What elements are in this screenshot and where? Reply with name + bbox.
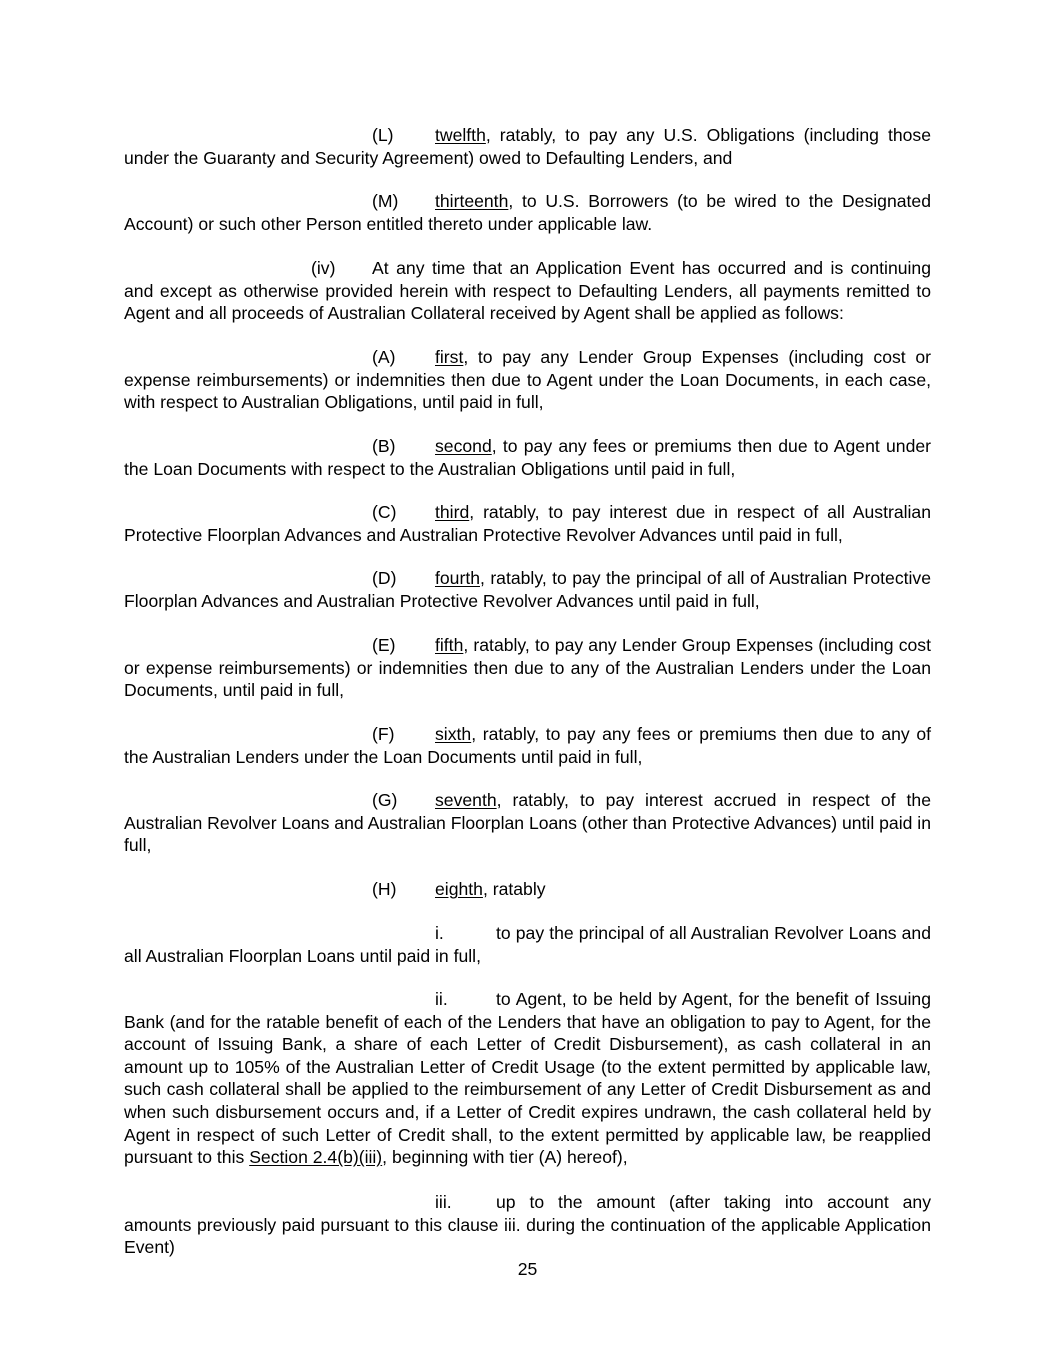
clause-E — [124, 634, 931, 702]
clause-label: (E) — [372, 635, 396, 655]
clause-keyword: thirteenth — [435, 191, 509, 211]
clause-B — [124, 435, 931, 480]
clause-text: , ratably, to pay any Lender Group Expenses (including cost or expense reimbursements) or indemnities then due to any of the Australian Lenders under the Loan Documents, until paid in full, — [124, 635, 931, 701]
clause-keyword: third — [435, 502, 470, 522]
clause-keyword: twelfth — [435, 125, 486, 145]
clause-D — [124, 567, 931, 612]
clause-G — [124, 789, 931, 857]
subclause-ii — [124, 988, 931, 1169]
clause-M — [124, 190, 931, 235]
clause-text: , ratably, to pay interest accrued in respect of the Australian Revolver Loans and Australian Floorplan Loans (other than Protective Advances) until paid in full, — [124, 790, 931, 856]
clause-text: , ratably, to pay any U.S. Obligations (including those under the Guaranty and Security Agreement) owed to Defaulting Lenders, and — [124, 125, 931, 168]
subclause-iii — [124, 1191, 931, 1259]
clause-H — [124, 878, 931, 901]
clause-text-end: , beginning with tier (A) hereof), — [382, 1147, 628, 1168]
clause-A — [124, 346, 931, 414]
page-number: 25 — [517, 1259, 538, 1279]
subclause-i — [124, 922, 931, 967]
clause-text: , ratably, to pay the principal of all of Australian Protective Floorplan Advances and Australian Protective Revolver Advances until paid in full, — [124, 568, 931, 611]
clause-keyword: fourth — [435, 568, 480, 588]
clause-label: (M) — [372, 191, 399, 211]
clause-C — [124, 501, 931, 546]
clause-L — [124, 124, 931, 169]
clause-label: ii. — [435, 989, 448, 1009]
clause-label: (H) — [372, 879, 397, 899]
clause-keyword: first — [435, 347, 464, 367]
clause-text: At any time that an Application Event has occurred and is continuing and except as otherwise provided herein with respect to Defaulting Lenders, all payments remitted to Agent and all proceeds of Australian Collateral received by Agent shall be applied as follows: — [124, 258, 931, 324]
clause-text: up to the amount (after taking into account any amounts previously paid pursuant to this clause iii. during the continuation of the applicable Application Event) — [124, 1192, 931, 1258]
clause-label: (F) — [372, 724, 395, 744]
clause-keyword: seventh — [435, 790, 497, 810]
clause-text: , to pay any Lender Group Expenses (including cost or expense reimbursements) or indemnities then due to Agent under the Loan Documents, in each case, with respect to Australian Obligations, until paid in full, — [124, 347, 931, 413]
clause-label: (B) — [372, 436, 396, 456]
clause-label: (iv) — [311, 258, 336, 278]
clause-label: iii. — [435, 1192, 452, 1212]
clause-text: , ratably — [482, 879, 546, 899]
clause-iv — [124, 257, 931, 325]
clause-label: (L) — [372, 125, 394, 145]
clause-text: , to pay any fees or premiums then due to Agent under the Loan Documents with respect to the Australian Obligations until paid in full, — [124, 436, 931, 479]
clause-text: to Agent, to be held by Agent, for the benefit of Issuing Bank (and for the ratable benefit of each of the Lenders that have an obligation to pay to Agent, for the account of Issuing Bank, a share of each Letter of Credit Disbursement), as cash collateral in an amount up to 105% of the Australian Letter of Credit Usage (to the extent permitted by applicable law, such cash collateral shall be applied to the reimbursement of any Letter of Credit Disbursement as and when such disbursement occurs and, if a Letter of Credit expires undrawn, the cash collateral held by Agent in respect of such Letter of Credit shall, to the extent permitted by applicable law, be reapplied pursuant to this — [124, 989, 931, 1168]
clause-text: to pay the principal of all Australian Revolver Loans and all Australian Floorplan Loans until paid in full, — [124, 923, 931, 966]
clause-keyword: sixth — [435, 724, 472, 744]
clause-label: (C) — [372, 502, 397, 522]
clause-label: (G) — [372, 790, 398, 810]
clause-keyword: fifth — [435, 635, 464, 655]
clause-label: i. — [435, 923, 444, 943]
clause-text: , ratably, to pay any fees or premiums then due to any of the Australian Lenders under the Loan Documents until paid in full, — [124, 724, 931, 767]
clause-keyword: eighth — [435, 879, 483, 899]
clause-F — [124, 723, 931, 768]
clause-label: (A) — [372, 347, 396, 367]
section-reference: Section 2.4(b)(iii) — [249, 1147, 383, 1168]
clause-keyword: second — [435, 436, 492, 456]
clause-text: , ratably, to pay interest due in respect of all Australian Protective Floorplan Advances and Australian Protective Revolver Advances until paid in full, — [124, 502, 931, 545]
clause-label: (D) — [372, 568, 397, 588]
clause-text: , to U.S. Borrowers (to be wired to the Designated Account) or such other Person entitled thereto under applicable law. — [124, 191, 931, 234]
